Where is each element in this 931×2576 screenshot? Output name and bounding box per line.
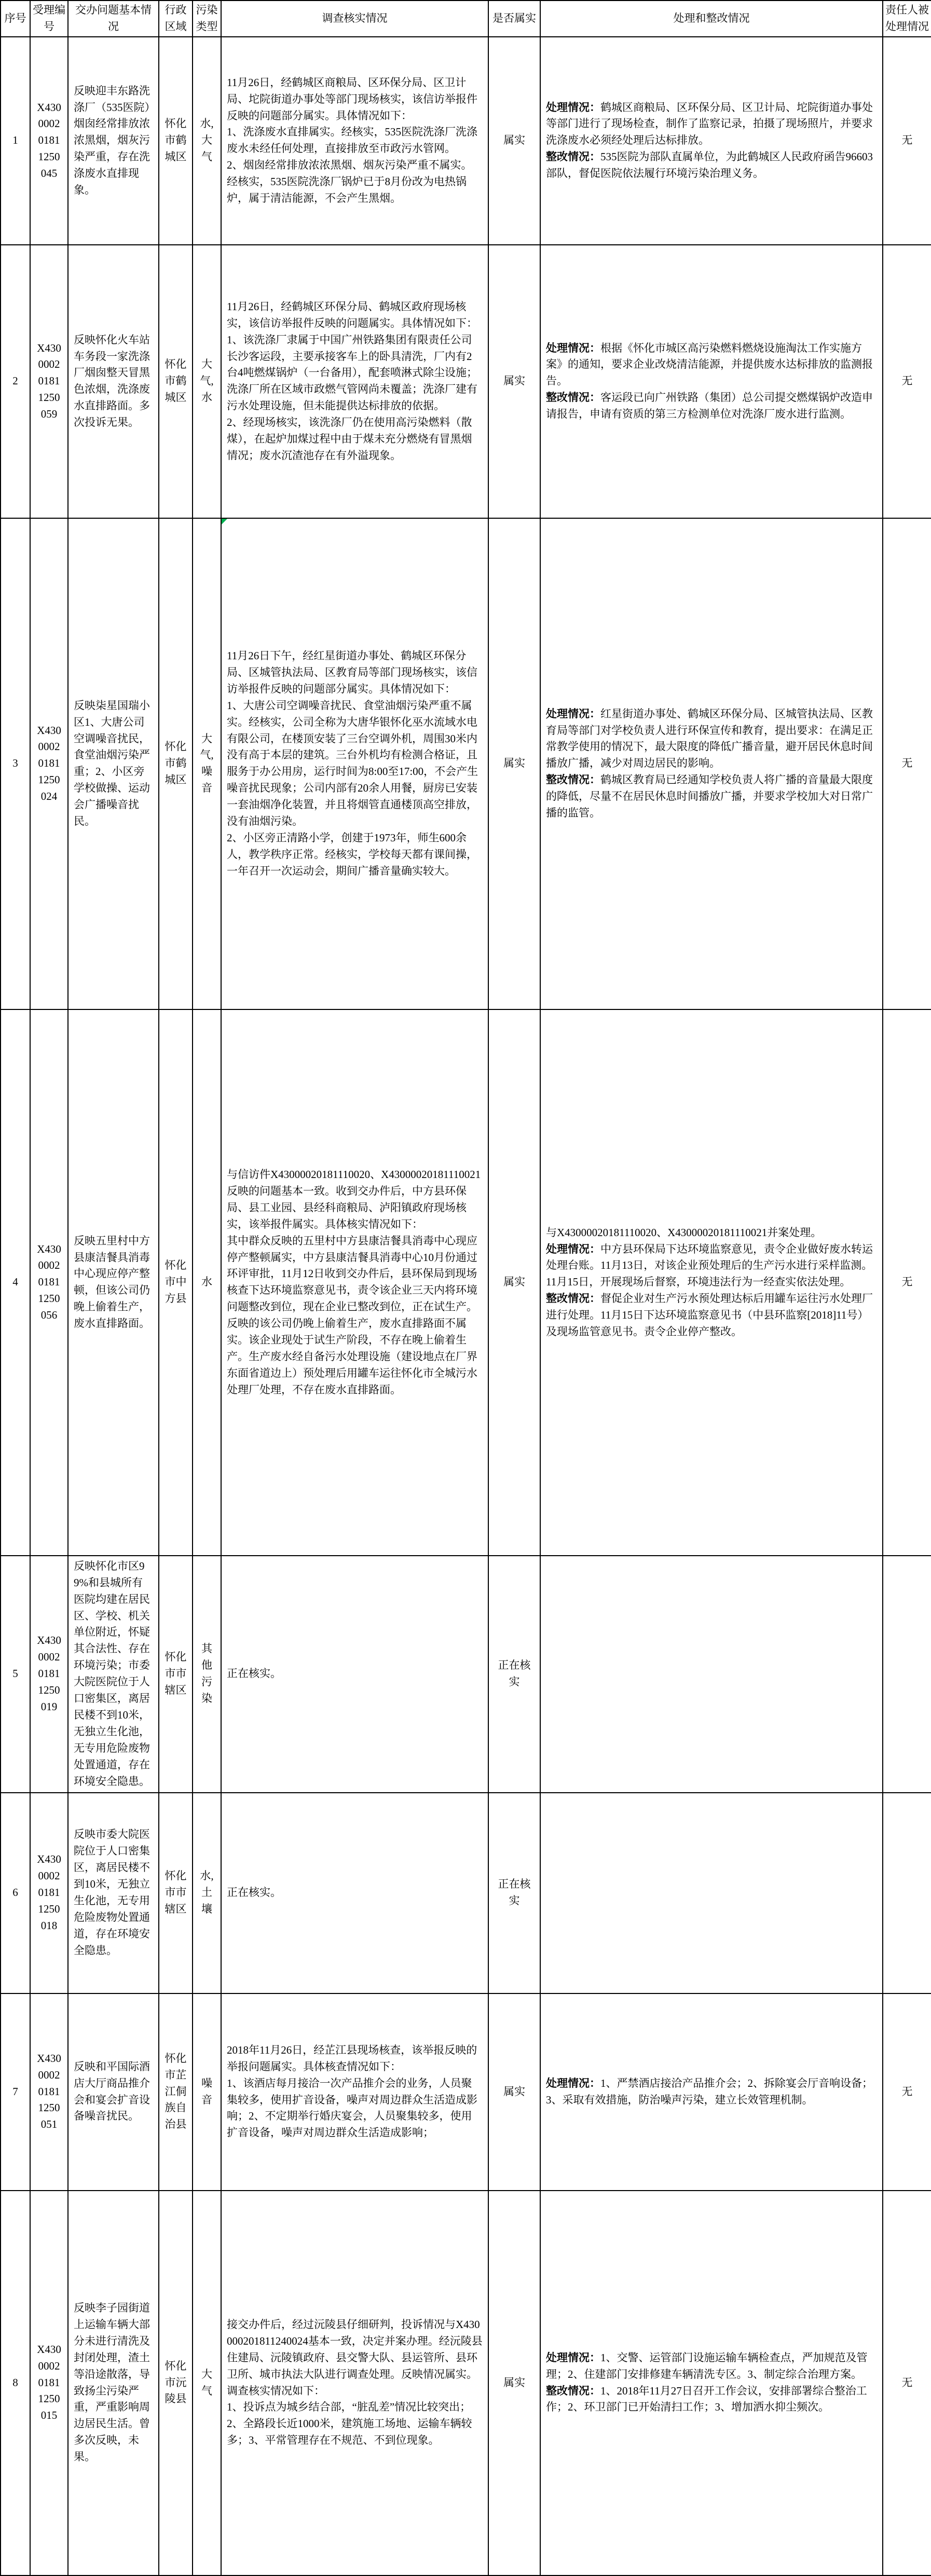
- cell-acceptance-id: X430000201811250051: [30, 1993, 68, 2191]
- cell-verified: 正在核实: [488, 1556, 540, 1793]
- cell-serial-number: 1: [1, 37, 30, 245]
- cell-handling-rectification: 处理情况：红星街道办事处、鹤城区环保分局、区城管执法局、区教育局等部门对学校负责人进行环保宣传和教育，提出要求：在满足正常教学使用的情况下，最大限度的降低广播音量，避开居民休息时间播放广播，减少对周边居民的影响。 整改情况：鹤城区教育局已经通知学校负责人将广播的音量最大限度的降低，尽量不在居民休息时间播放广播，并要求学校加大对日常广播的监管。: [540, 518, 883, 1009]
- table-header-row: [1, 1, 931, 37]
- cell-accountability: 无: [883, 1993, 931, 2191]
- cell-pollution-type: 大气,噪音: [193, 518, 221, 1009]
- cell-investigation: 2018年11月26日，经芷江县现场核查，该举报反映的举报问题属实。具体核查情况如下： 1、该酒店每月接洽一次产品推介会的业务，人员聚集较多，使用扩音设备，噪声对周边群众生活造成影响；2、不定期举行婚庆宴会，人员聚集较多，使用扩音设备，噪声对周边群众生活造成影响；: [221, 1993, 488, 2191]
- cell-accountability: [883, 1556, 931, 1793]
- cell-accountability: 无: [883, 37, 931, 245]
- cell-handling-rectification: 处理情况：1、交警、运管部门设施运输车辆检查点，严加规范及管理；2、住建部门安排修建车辆清洗专区。3、制定综合治理方案。 整改情况：1、2018年11月27日召开工作会议，安排部署综合整治工作；2、环卫部门已开始清扫工作；3、增加洒水抑尘频次。: [540, 2191, 883, 2575]
- cell-pollution-type: 大气: [193, 2191, 221, 2575]
- cell-handling-rectification: 与X43000020181110020、X43000020181110021并案处理。 处理情况：中方县环保局下达环境监察意见，责令企业做好废水转运处理台账。11月13日，对该企业预处理后的生产污水进行采样监测。11月15日，开展现场后督察，环境违法行为一经查实依法处理。 整改情况：督促企业对生产污水预处理达标后用罐车运往污水处理厂进行处理。11月15日下达环境监察意见书（中县环监察[2018]11号）及现场监管意见书。责令企业停产整改。: [540, 1009, 883, 1556]
- cell-pollution-type: 其他污染: [193, 1556, 221, 1793]
- table-row: [1, 2191, 931, 2575]
- table-row: [1, 37, 931, 245]
- cell-serial-number: 8: [1, 2191, 30, 2575]
- cell-investigation: 11月26日下午，经红星街道办事处、鹤城区环保分局、区城管执法局、区教育局等部门现场核实，该信访举报件反映的问题部分属实。具体情况如下： 1、大唐公司空调噪音扰民、食堂油烟污染严重不属实。经核实，公司全称为大唐华银怀化巫水流域水电有限公司，在楼顶安装了三台空调外机，周围30米内没有高于本层的建筑。三台外机均有检测合格证，且服务于办公用房，运行时间为8:00至17:00，不会产生噪音扰民现象；公司内部有20余人用餐，厨房已安装一套油烟净化装置，并且将烟管直通楼顶高空排放，没有油烟污染。 2、小区旁正清路小学，创建于1973年，师生600余人，教学秩序正常。经核实，学校每天都有课间操，一年召开一次运动会，期间广播音量确实较大。: [221, 518, 488, 1009]
- header-acceptance-id: 受理编号: [30, 1, 68, 37]
- cell-accountability: 无: [883, 245, 931, 518]
- cell-investigation: 正在核实。: [221, 1793, 488, 1993]
- cell-acceptance-id: X430000201811250024: [30, 518, 68, 1009]
- cell-handling-rectification: [540, 1556, 883, 1793]
- cell-verified: 正在核实: [488, 1793, 540, 1993]
- cell-admin-region: 怀化市市辖区: [159, 1556, 193, 1793]
- cell-serial-number: 3: [1, 518, 30, 1009]
- cell-admin-region: 怀化市芷江侗族自治县: [159, 1993, 193, 2191]
- header-verified: 是否属实: [488, 1, 540, 37]
- cell-problem-summary: 反映迎丰东路洗涤厂（535医院）烟囱经常排放浓浓黑烟，烟灰污染严重，存在洗涤废水直排现象。: [68, 37, 159, 245]
- cell-problem-summary: 反映柒星国瑞小区1、大唐公司空调噪音扰民，食堂油烟污染严重；2、小区旁学校做操、运动会广播噪音扰民。: [68, 518, 159, 1009]
- cell-admin-region: 怀化市鹤城区: [159, 245, 193, 518]
- cell-accountability: 无: [883, 1009, 931, 1556]
- cell-acceptance-id: X430000201811250056: [30, 1009, 68, 1556]
- cell-verified: 属实: [488, 245, 540, 518]
- table-row: [1, 245, 931, 518]
- cell-handling-rectification: 处理情况：1、严禁酒店接洽产品推介会；2、拆除宴会厅音响设备；3、采取有效措施，防治噪声污染，建立长效管理机制。: [540, 1993, 883, 2191]
- header-investigation: 调查核实情况: [221, 1, 488, 37]
- header-pollution-type: 污染类型: [193, 1, 221, 37]
- header-accountability: 责任人被处理情况: [883, 1, 931, 37]
- cell-investigation: 11月26日，经鹤城区环保分局、鹤城区政府现场核实，该信访举报件反映的问题属实。具体情况如下： 1、该洗涤厂隶属于中国广州铁路集团有限责任公司长沙客运段，主要承接客车上的卧具清洗，厂内有2台4吨燃煤锅炉（一台备用），配套喷淋式除尘设施；洗涤厂所在区域市政燃气管网尚未覆盖；洗涤厂建有污水处理设施，但未能提供达标排放的依据。 2、经现场核实，该洗涤厂仍在使用高污染燃料（散煤），在起炉加煤过程中由于煤未充分燃烧有冒黑烟情况；废水沉渣池存在有外溢现象。: [221, 245, 488, 518]
- header-handling-rectification: 处理和整改情况: [540, 1, 883, 37]
- cell-serial-number: 5: [1, 1556, 30, 1793]
- cell-pollution-type: 水: [193, 1009, 221, 1556]
- cell-acceptance-id: X430000201811250015: [30, 2191, 68, 2575]
- cell-verified: 属实: [488, 1009, 540, 1556]
- cell-problem-summary: 反映怀化火车站车务段一家洗涤厂烟囱整天冒黑色浓烟，洗涤废水直排路面。多次投诉无果。: [68, 245, 159, 518]
- cell-acceptance-id: X430000201811250018: [30, 1793, 68, 1993]
- cell-problem-summary: 反映怀化市区99%和县城所有医院均建在居民区、学校、机关单位附近，怀疑其合法性、存在环境污染；市委大院医院位于人口密集区，离居民楼不到10米，无独立生化池，无专用危险废物处置通道，存在环境安全隐患。: [68, 1556, 159, 1793]
- cell-pollution-type: 水,土壤: [193, 1793, 221, 1993]
- cell-verified: 属实: [488, 37, 540, 245]
- table-row: [1, 1793, 931, 1993]
- cell-admin-region: 怀化市中方县: [159, 1009, 193, 1556]
- cell-accountability: 无: [883, 518, 931, 1009]
- cell-serial-number: 7: [1, 1993, 30, 2191]
- header-problem-summary: 交办问题基本情况: [68, 1, 159, 37]
- table-body: [1, 37, 931, 2575]
- cell-pollution-type: 噪音: [193, 1993, 221, 2191]
- cell-admin-region: 怀化市鹤城区: [159, 518, 193, 1009]
- cell-admin-region: 怀化市鹤城区: [159, 37, 193, 245]
- cell-serial-number: 2: [1, 245, 30, 518]
- cell-accountability: 无: [883, 2191, 931, 2575]
- cell-acceptance-id: X430000201811250059: [30, 245, 68, 518]
- cell-handling-rectification: 处理情况：根据《怀化市城区高污染燃料燃烧设施淘汰工作实施方案》的通知，要求企业改烧清洁能源，并提供废水达标排放的监测报告。 整改情况：客运段已向广州铁路（集团）总公司提交燃煤锅炉改造申请报告，申请有资质的第三方检测单位对洗涤厂废水进行监测。: [540, 245, 883, 518]
- header-serial-number: 序号: [1, 1, 30, 37]
- cell-acceptance-id: X430000201811250045: [30, 37, 68, 245]
- table-row: [1, 1009, 931, 1556]
- cell-verified: 属实: [488, 1993, 540, 2191]
- cell-investigation: 与信访件X43000020181110020、X43000020181110021反映的问题基本一致。收到交办件后，中方县环保局、县工业园、县经科商粮局、泸阳镇政府现场核实，该举报件属实。具体核实情况如下： 其中群众反映的五里村中方县康洁餐具消毒中心现应停产整顿属实，中方县康洁餐具消毒中心10月份通过环评审批，11月12日收到交办件后，县环保局到现场核查下达环境监察意见书，责令该企业三天内将环境问题整改到位，现在企业已整改到位，正在试生产。反映的该公司仍晚上偷着生产，废水直排路面不属实。该企业现处于试生产阶段，不存在晚上偷着生产。生产废水经自备污水处理设施（建设地点在厂界东面省道边上）预处理后用罐车运往怀化市全城污水处理厂处理，不存在废水直排路面。: [221, 1009, 488, 1556]
- cell-investigation: 接交办件后，经过沅陵县仔细研判，投诉情况与X430000201811240024基本一致，决定并案办理。经沅陵县住建局、沅陵镇政府、县交警大队、县运管所、县环卫所、城市执法大队进行调查处理。反映情况属实。调查核实情况如下： 1、投诉点为城乡结合部，“脏乱差”情况比较突出；2、全路段长近1000米，建筑施工场地、运输车辆较多；3、平常管理存在不规范、不到位现象。: [221, 2191, 488, 2575]
- table-row: [1, 1993, 931, 2191]
- cell-investigation: 11月26日，经鹤城区商粮局、区环保分局、区卫计局、坨院街道办事处等部门现场核实，该信访举报件反映的问题部分属实。具体情况如下： 1、洗涤废水直排属实。经核实，535医院洗涤厂洗涤废水未经任何处理，直接排放至市政污水管网。 2、烟囱经常排放浓浓黑烟、烟灰污染严重不属实。经核实，535医院洗涤厂锅炉已于8月份改为电热锅炉，属于清洁能源，不会产生黑烟。: [221, 37, 488, 245]
- cell-problem-summary: 反映李子园街道上运输车辆大部分未进行清洗及封闭处理，渣土等沿途散落，导致扬尘污染严重，严重影响周边居民生活。曾多次反映，未果。: [68, 2191, 159, 2575]
- cell-pollution-type: 大气,水: [193, 245, 221, 518]
- cell-serial-number: 6: [1, 1793, 30, 1993]
- table-row: [1, 518, 931, 1009]
- cell-admin-region: 怀化市沅陵县: [159, 2191, 193, 2575]
- cell-acceptance-id: X430000201811250019: [30, 1556, 68, 1793]
- cell-admin-region: 怀化市市辖区: [159, 1793, 193, 1993]
- cell-accountability: [883, 1793, 931, 1993]
- cell-problem-summary: 反映和平国际酒店大厅商品推介会和宴会扩音设备噪音扰民。: [68, 1993, 159, 2191]
- cell-investigation: 正在核实。: [221, 1556, 488, 1793]
- cell-handling-rectification: [540, 1793, 883, 1993]
- table-row: [1, 1556, 931, 1793]
- header-admin-region: 行政区域: [159, 1, 193, 37]
- cell-handling-rectification: 处理情况：鹤城区商粮局、区环保分局、区卫计局、坨院街道办事处等部门进行了现场检查，制作了监察记录，拍摄了现场照片，并要求洗涤废水必须经处理后达标排放。 整改情况：535医院为部队直属单位，为此鹤城区人民政府函告96603部队，督促医院依法履行环境污染治理义务。: [540, 37, 883, 245]
- cell-problem-summary: 反映五里村中方县康洁餐具消毒中心现应停产整顿，但该公司仍晚上偷着生产，废水直排路面。: [68, 1009, 159, 1556]
- cell-pollution-type: 水,大气: [193, 37, 221, 245]
- cell-verified: 属实: [488, 518, 540, 1009]
- cell-verified: 属实: [488, 2191, 540, 2575]
- cell-serial-number: 4: [1, 1009, 30, 1556]
- cell-problem-summary: 反映市委大院医院位于人口密集区，离居民楼不到10米，无独立生化池，无专用危险废物处置通道，存在环境安全隐患。: [68, 1793, 159, 1993]
